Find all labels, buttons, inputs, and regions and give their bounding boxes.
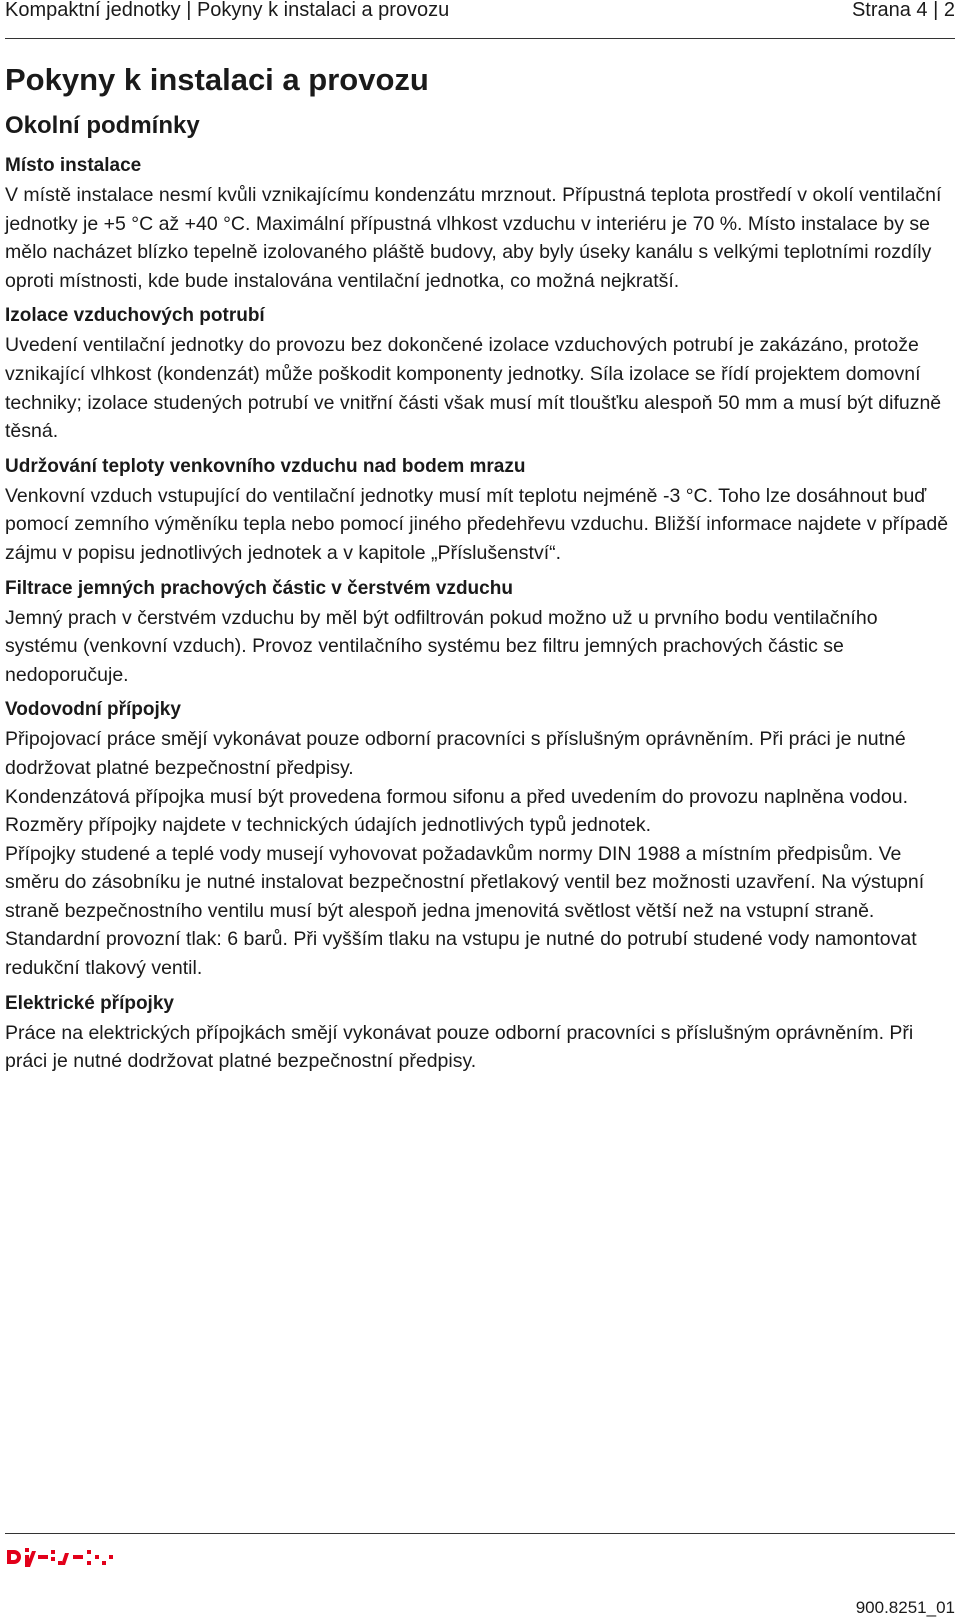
company-logo [5,1545,117,1569]
section-paragraph: Přípojky studené a teplé vody musejí vyhovovat požadavkům normy DIN 1988 a místním předpisům. Ve směru do zásobníku je nutné instalovat bezpečnostní přetlakový ventil bez možnosti uzavření. Na výstupní straně bezpečnostního ventilu musí být alespoň jedna jmenovitá světlost větší než na vstupní straně. Standardní provozní tlak: 6 barů. Při vyšším tlaku na vstupu je nutné do potrubí studené vody namontovat redukční tlakový ventil. [5,842,925,980]
section-filtrace [5,574,950,690]
section-title: Filtrace jemných prachových částic v čerstvém vzduchu [5,577,513,599]
page-header [5,0,955,39]
section-paragraph: Uvedení ventilační jednotky do provozu bez dokončené izolace vzduchových potrubí je zakázáno, protože vznikající vlhkost (kondenzát) může poškodit komponenty jednotky. Síla izolace se řídí projektem domovní techniky; izolace studených potrubí ve vnitřní části však musí mít tloušťku alespoň 50 mm a musí být difuzně těsná. [5,334,942,443]
section-paragraph: V místě instalace nesmí kvůli vznikajícímu kondenzátu mrznout. Přípustná teplota prostředí v okolí ventilační jednotky je +5 °C až +40 °C. Maximální přípustná vlhkost vzduchu v interiéru je 70 %. Místo instalace by se mělo nacházet blízko tepelně izolovaného pláště budovy, aby byly úseky kanálu s velkými teplotními rozdíly oproti místnosti, kde bude instalována ventilační jednotka, co možná nejkratší. [5,184,942,292]
document-number: 900.8251_01 [855,1598,955,1617]
section-title: Vodovodní přípojky [5,699,181,721]
page-subtitle: Okolní podmínky [5,112,200,139]
document-body [5,60,950,1082]
section-paragraph: Práce na elektrických přípojkách smějí vykonávat pouze odborní pracovníci s příslušným oprávněním. Při práci je nutné dodržovat platné bezpečnostní předpisy. [5,1021,914,1073]
section-title: Místo instalace [5,155,142,176]
section-udrzovani-teploty [5,452,950,568]
section-title: Elektrické přípojky [5,992,174,1014]
section-title: Izolace vzduchových potrubí [5,305,265,327]
section-izolace-potrubi [5,301,950,445]
section-vodovodni-pripojky [5,695,950,982]
header-breadcrumb: Kompaktní jednotky | Pokyny k instalaci a provozu [5,0,450,21]
section-paragraph: Venkovní vzduch vstupující do ventilační jednotky musí mít teplotu nejméně -3 °C. Toho lze dosáhnout buď pomocí zemního výměníku tepla nebo pomocí jiného předehřevu vzduchu. Bližší informace najdete v případě zájmu v popisu jednotlivých jednotek a v kapitole „Příslušenství“. [5,484,949,564]
page-title: Pokyny k instalaci a provozu [5,62,429,97]
footer-divider [5,1533,955,1534]
section-paragraph: Kondenzátová přípojka musí být provedena formou sifonu a před uvedením do provozu naplněna vodou. Rozměry přípojky najdete v technických údajích jednotlivých typů jednotek. [5,785,909,837]
section-misto-instalace [5,151,950,295]
section-title: Udržování teploty venkovního vzduchu nad bodem mrazu [5,455,526,477]
page-number: Strana 4 | 2 [851,0,955,21]
section-paragraph: Jemný prach v čerstvém vzduchu by měl být odfiltrován pokud možno už u prvního bodu ventilačního systému (venkovní vzduch). Provoz ventilačního systému bez filtru jemných prachových částic se nedoporučuje. [5,606,878,686]
section-elektricke-pripojky [5,989,950,1076]
section-paragraph: Připojovací práce smějí vykonávat pouze odborní pracovníci s příslušným oprávněním. Při práci je nutné dodržovat platné bezpečnostní předpisy. [5,728,906,779]
